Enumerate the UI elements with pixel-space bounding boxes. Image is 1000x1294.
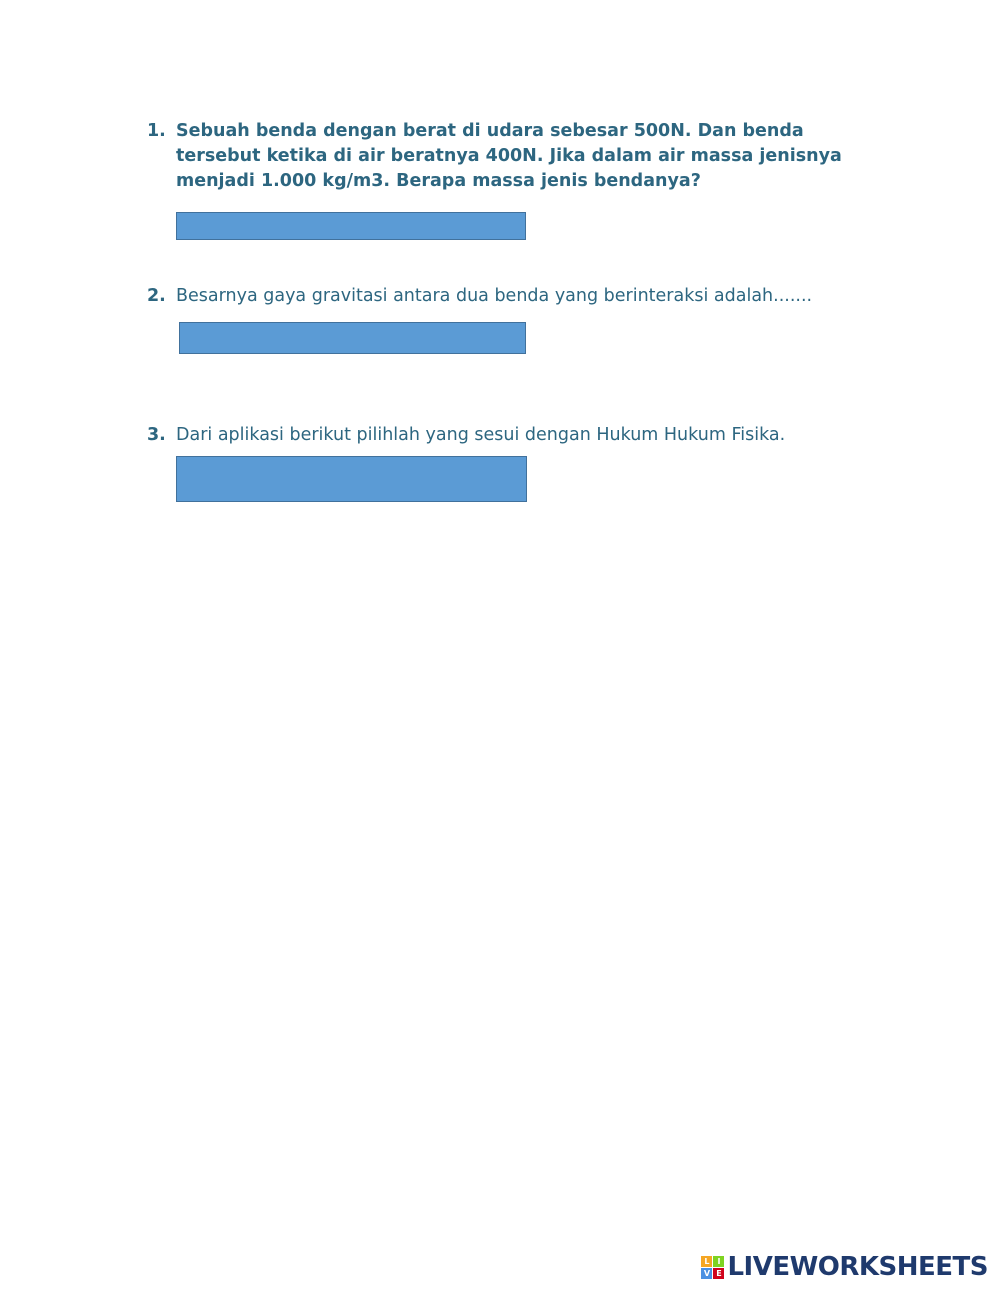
logo-icon-tile-l: L <box>701 1256 712 1267</box>
answer-3-input[interactable] <box>176 456 527 502</box>
question-1-text: Sebuah benda dengan berat di udara sebesar 500N. Dan benda tersebut ketika di air beratnya 400N. Jika dalam air massa jenisnya menjadi 1.000 kg/m3. Berapa massa jenis bendanya? <box>176 121 842 191</box>
question-3-number: 3. <box>147 425 166 445</box>
answer-2-input[interactable] <box>179 322 526 354</box>
question-1-number: 1. <box>147 121 166 141</box>
logo-icon-tile-e: E <box>713 1268 724 1279</box>
liveworksheets-logo-text: LIVEWORKSHEETS <box>727 1252 988 1282</box>
question-3-text: Dari aplikasi berikut pilihlah yang sesui dengan Hukum Hukum Fisika. <box>176 425 786 445</box>
answer-1-input[interactable] <box>176 212 526 240</box>
question-2-number: 2. <box>147 286 166 306</box>
logo-icon-tile-i: I <box>713 1256 724 1267</box>
logo-icon-tile-v: V <box>701 1268 712 1279</box>
liveworksheets-logo-icon <box>701 1256 724 1279</box>
question-2-text: Besarnya gaya gravitasi antara dua benda yang berinteraksi adalah....... <box>176 286 813 306</box>
liveworksheets-logo <box>701 1252 988 1282</box>
